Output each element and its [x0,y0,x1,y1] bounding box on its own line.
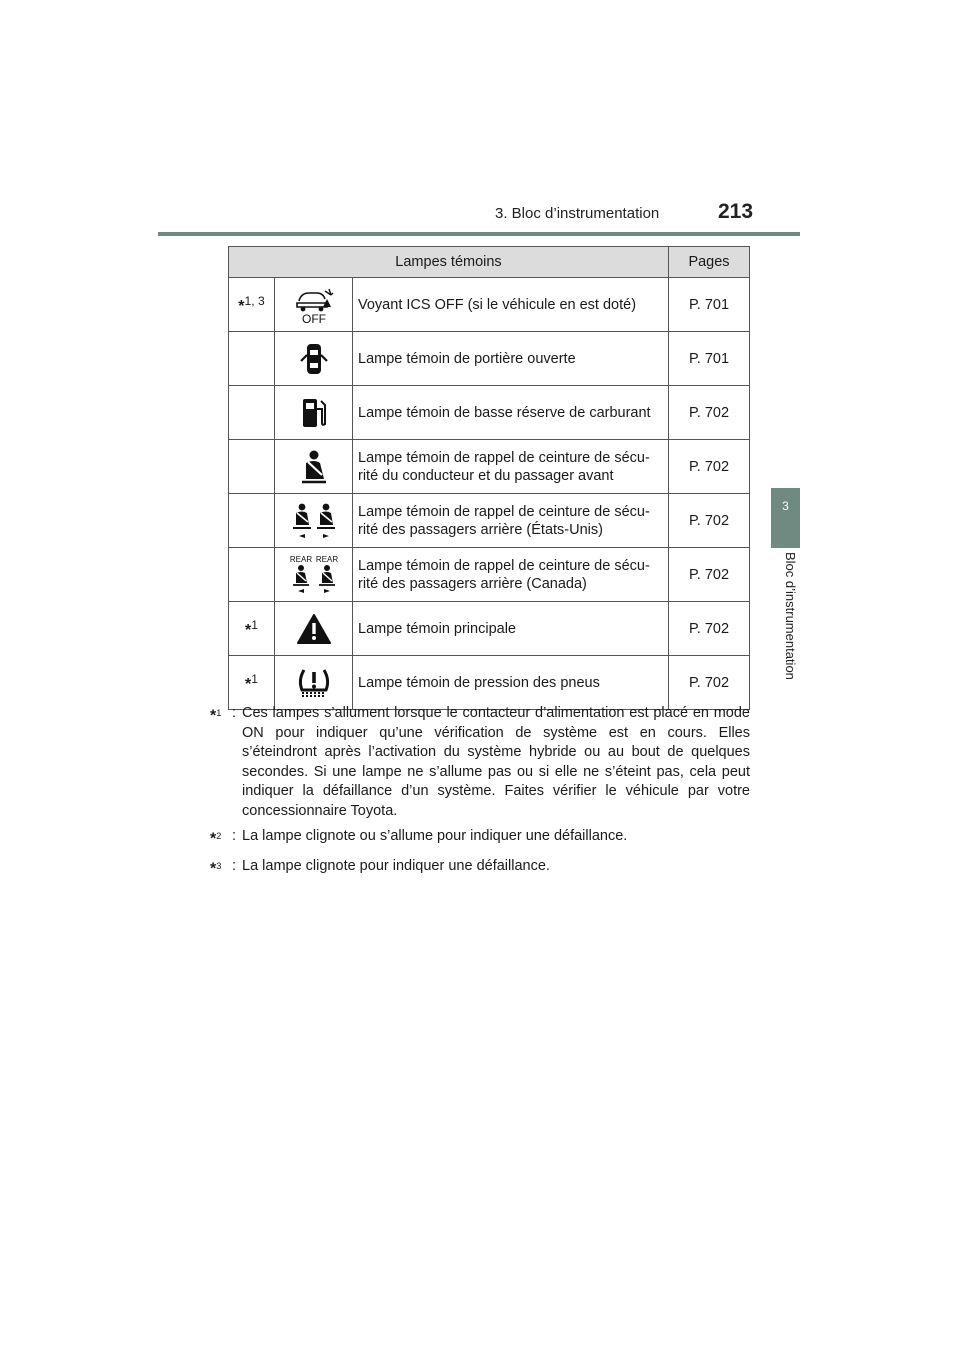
seatbelt-rear-us-icon [275,494,353,548]
footnote-colon: : [232,828,237,844]
lamp-description: Voyant ICS OFF (si le véhicule en est doté) [353,278,669,332]
column-header-pages: Pages [669,247,750,278]
page-reference: P. 702 [669,494,750,548]
table-row [229,440,750,494]
footnote-colon: : [232,858,237,875]
page-reference: P. 702 [669,548,750,602]
section-title: 3. Bloc d’instrumentation [495,205,660,222]
warning-lamps-table [228,246,750,710]
chapter-label: Bloc d’instrumentation [783,552,798,680]
tire-pressure-icon [275,656,353,710]
footnote-text: La lampe clignote ou s’allume pour indiquer une défaillance. [242,828,628,844]
page-reference: P. 702 [669,386,750,440]
footnote-mark [229,548,275,602]
table-row [229,656,750,710]
page-reference: P. 702 [669,602,750,656]
table-row [229,548,750,602]
column-header-lamps: Lampes témoins [229,247,669,278]
svg-text:REAR: REAR [315,554,338,564]
open-door-icon [275,332,353,386]
footnote-mark: *$^2$ [210,830,222,848]
lamp-description: Lampe témoin de rappel de ceinture de sécu-rité des passagers arrière (États-Unis) [353,494,669,548]
footnote-mark: *$^1$ [210,707,222,725]
table-row [229,332,750,386]
seatbelt-rear-canada-icon [275,548,353,602]
page-reference: P. 701 [669,332,750,386]
lamp-description: Lampe témoin de rappel de ceinture de sécu-rité des passagers arrière (Canada) [353,548,669,602]
page-reference: P. 702 [669,656,750,710]
table-row [229,494,750,548]
seatbelt-front-icon [275,440,353,494]
page-number: 213 [718,200,754,223]
footnote-mark [229,332,275,386]
footnote-mark: *$^{1, 3}$ [229,278,275,332]
ics-off-icon [275,278,353,332]
footnote-text: Ces lampes s’allument lorsque le contacteur d’alimentation est placé en mode ON pour indiquer qu’une vérification de système est en cours. Elles s’éteindront après l’activation du système hybride ou au bout de quelques secondes. Si une lampe ne s’allume pas ou si elle ne s’éteint pas, cela peut indiquer la défaillance d’un système. Faites vérifier le véhicule par votre concessionnaire Toyota. [242,705,750,819]
lamp-description: Lampe témoin de portière ouverte [353,332,669,386]
svg-text:OFF: OFF [301,311,326,325]
footnote-mark: *$^1$ [229,656,275,710]
svg-text:REAR: REAR [289,554,312,564]
chapter-tab: 3 [771,488,800,548]
lamp-description: Lampe témoin de pression des pneus [353,656,669,710]
footnote-text: La lampe clignote pour indiquer une défaillance. [242,858,550,875]
page-reference: P. 702 [669,440,750,494]
table-row [229,602,750,656]
lamp-description: Lampe témoin de basse réserve de carburant [353,386,669,440]
lamp-description: Lampe témoin de rappel de ceinture de sécu-rité du conducteur et du passager avant [353,440,669,494]
footnote-mark [229,386,275,440]
master-warning-icon [275,602,353,656]
table-row [229,278,750,332]
footnote-mark: *$^1$ [229,602,275,656]
page-reference: P. 701 [669,278,750,332]
lamp-description: Lampe témoin principale [353,602,669,656]
fuel-icon [275,386,353,440]
footnotes [210,704,750,887]
footnote-mark [229,440,275,494]
footnote [210,704,750,821]
footnote-mark [229,494,275,548]
header-rule [158,232,800,236]
footnote [210,827,750,851]
footnote-colon: : [232,705,237,721]
footnote-mark: *$^3$ [210,860,222,878]
footnote [210,857,750,881]
table-row [229,386,750,440]
